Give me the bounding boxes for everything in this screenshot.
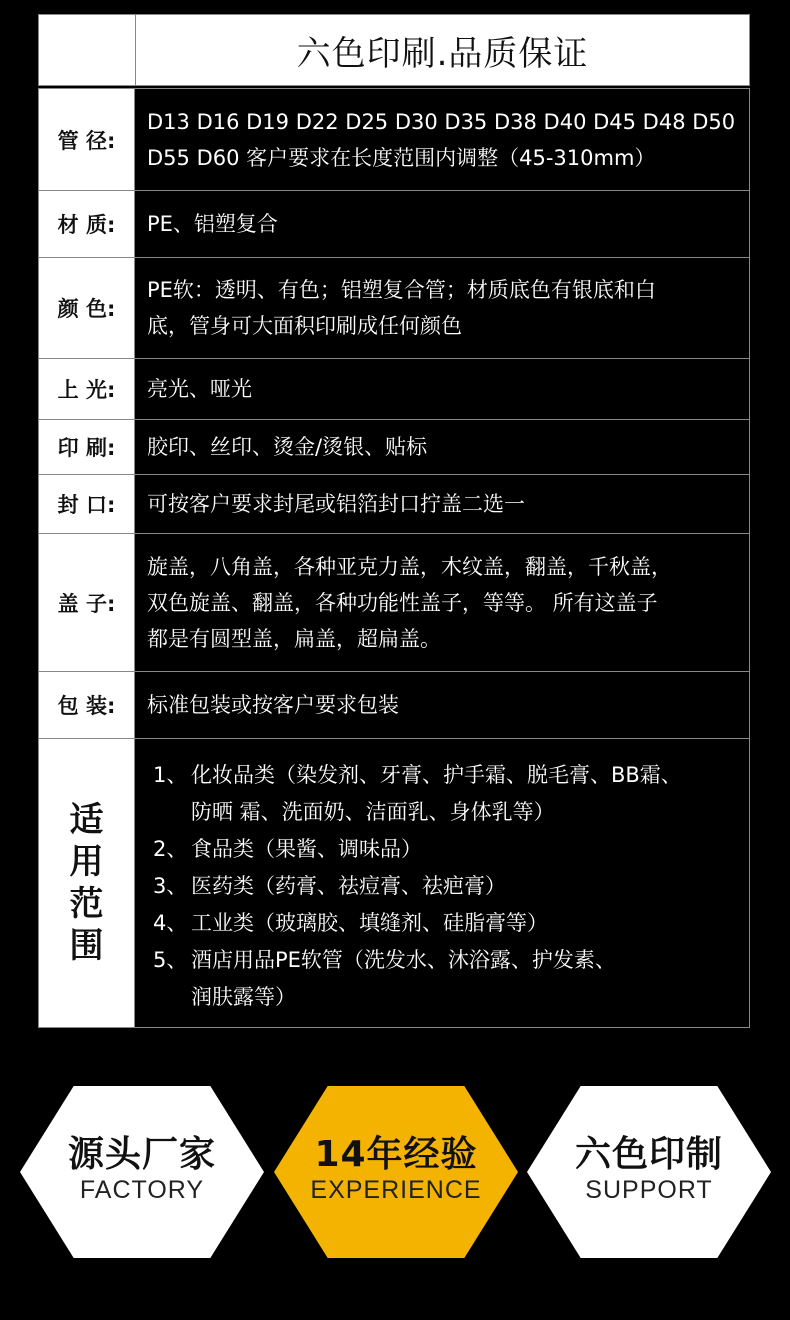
spec-line: D13 D16 D19 D22 D25 D30 D35 D38 D40 D45 D48 D50 bbox=[147, 109, 736, 134]
spec-line: 双色旋盖、翻盖，各种功能性盖子，等等。 所有这盖子 bbox=[147, 590, 658, 615]
header-left-cell bbox=[39, 15, 136, 85]
spec-row-printing bbox=[38, 419, 750, 475]
spec-label: 上 光: bbox=[39, 359, 135, 419]
badge-experience bbox=[274, 1086, 518, 1258]
spec-row-sealing bbox=[38, 474, 750, 534]
spec-value bbox=[135, 191, 749, 257]
spec-value bbox=[135, 475, 749, 533]
spec-row-diameter bbox=[38, 88, 750, 191]
scope-item bbox=[153, 868, 749, 905]
badge-title: 14年经验 bbox=[314, 1134, 478, 1175]
spec-label: 颜 色: bbox=[39, 258, 135, 358]
scope-item-line: 医药类（药膏、祛痘膏、祛疤膏） bbox=[191, 874, 506, 898]
page-title: 六色印刷.品质保证 bbox=[296, 33, 589, 74]
spec-label: 包 装: bbox=[39, 672, 135, 738]
spec-line: 旋盖，八角盖，各种亚克力盖，木纹盖，翻盖，千秋盖， bbox=[147, 554, 672, 579]
scope-item-number: 5、 bbox=[153, 948, 188, 972]
spec-value bbox=[135, 258, 749, 358]
scope-item-number: 3、 bbox=[153, 874, 188, 898]
badge-title: 六色印制 bbox=[574, 1134, 723, 1175]
scope-item bbox=[153, 942, 749, 1016]
spec-row-caps bbox=[38, 533, 750, 672]
spec-row-material bbox=[38, 190, 750, 258]
spec-label: 管 径: bbox=[39, 89, 135, 190]
spec-line: PE软：透明、有色；铝塑复合管；材质底色有银底和白 bbox=[147, 278, 656, 302]
spec-value bbox=[135, 359, 749, 419]
spec-line: 标准包装或按客户要求包装 bbox=[147, 693, 399, 717]
scope-item-line: 食品类（果酱、调味品） bbox=[191, 837, 422, 861]
spec-line: 都是有圆型盖，扁盖，超扁盖。 bbox=[147, 626, 441, 651]
scope-item-number: 4、 bbox=[153, 911, 188, 935]
scope-label bbox=[39, 739, 135, 1027]
scope-item-number: 1、 bbox=[153, 763, 188, 787]
scope-item-line: 酒店用品PE软管（洗发水、沐浴露、护发素、 bbox=[191, 948, 616, 972]
badge-subtitle: EXPERIENCE bbox=[310, 1176, 482, 1204]
scope-row bbox=[38, 738, 750, 1028]
spec-row-gloss bbox=[38, 358, 750, 420]
spec-line: D55 D60 客户要求在长度范围内调整（45-310mm） bbox=[147, 145, 656, 170]
badge-title: 源头厂家 bbox=[67, 1134, 216, 1175]
scope-label-text: 适用范围 bbox=[69, 800, 104, 966]
spec-label: 印 刷: bbox=[39, 420, 135, 474]
scope-item-line: 防晒 霜、洗面奶、洁面乳、身体乳等） bbox=[191, 800, 555, 824]
scope-item-line: 润肤露等） bbox=[191, 985, 296, 1009]
spec-value bbox=[135, 89, 749, 190]
spec-value bbox=[135, 672, 749, 738]
spec-label: 材 质: bbox=[39, 191, 135, 257]
spec-value bbox=[135, 420, 749, 474]
scope-item bbox=[153, 905, 749, 942]
scope-item bbox=[153, 757, 749, 831]
scope-item-line: 化妆品类（染发剂、牙膏、护手霜、脱毛膏、BB霜、 bbox=[191, 763, 682, 787]
spec-label: 封 口: bbox=[39, 475, 135, 533]
badge-subtitle: SUPPORT bbox=[585, 1176, 713, 1204]
scope-item bbox=[153, 831, 749, 868]
badge-support bbox=[527, 1086, 771, 1258]
scope-list bbox=[135, 739, 749, 1027]
spec-line: 可按客户要求封尾或铝箔封口拧盖二选一 bbox=[147, 492, 525, 516]
page-header bbox=[38, 14, 750, 86]
spec-line: 胶印、丝印、烫金/烫银、贴标 bbox=[147, 435, 428, 459]
badge-subtitle: FACTORY bbox=[79, 1176, 205, 1204]
spec-line: PE、铝塑复合 bbox=[147, 212, 278, 236]
spec-line: 亮光、哑光 bbox=[147, 377, 252, 401]
spec-row-packaging bbox=[38, 671, 750, 739]
spec-label: 盖 子: bbox=[39, 534, 135, 671]
scope-item-number: 2、 bbox=[153, 837, 188, 861]
scope-item-line: 工业类（玻璃胶、填缝剂、硅脂膏等） bbox=[191, 911, 548, 935]
spec-line: 底，管身可大面积印刷成任何颜色 bbox=[147, 314, 462, 338]
spec-row-color bbox=[38, 257, 750, 359]
spec-value bbox=[135, 534, 749, 671]
badge-factory bbox=[20, 1086, 264, 1258]
